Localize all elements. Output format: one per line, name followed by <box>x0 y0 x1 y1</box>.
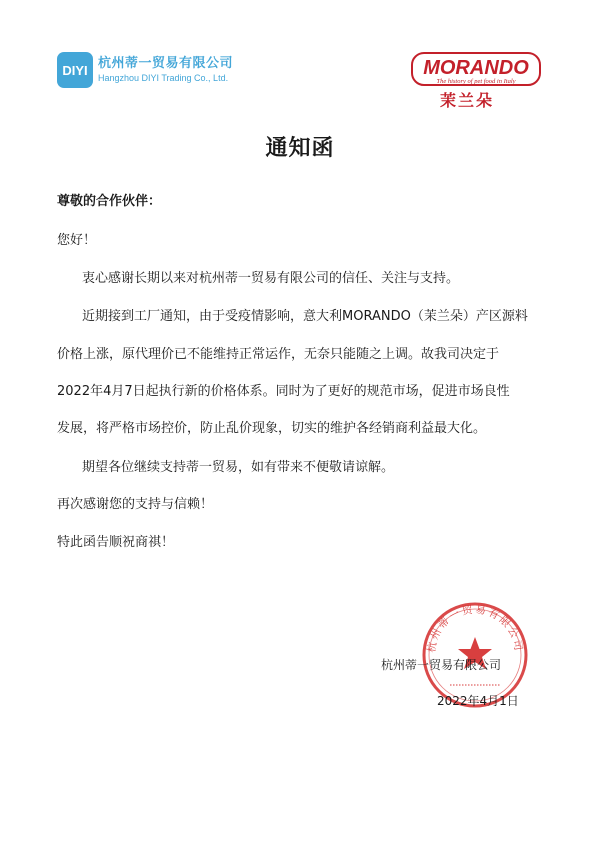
svg-text:The history of pet food in Ita: The history of pet food in Italy <box>436 78 516 85</box>
paragraph-3: 期望各位继续支持蒂一贸易，如有带来不便敬请谅解。 <box>82 460 395 475</box>
greeting: 您好！ <box>57 233 97 248</box>
letterhead <box>0 0 600 110</box>
paragraph-1: 衷心感谢长期以来对杭州蒂一贸易有限公司的信任、关注与支持。 <box>82 271 460 286</box>
paragraph-2-line-3: 2022年4月7日起执行新的价格体系。同时为了更好的规范市场，促进市场良性 <box>57 384 510 399</box>
salutation: 尊敬的合作伙伴： <box>57 194 162 209</box>
diyi-logo-icon <box>57 52 93 88</box>
thanks-line: 再次感谢您的支持与信赖！ <box>57 497 214 512</box>
company-name-cn: 杭州蒂一贸易有限公司 <box>98 56 234 71</box>
signature-company: 杭州蒂一贸易有限公司 <box>381 658 502 672</box>
signature-date: 2022年4月1日 <box>437 694 519 708</box>
svg-text:杭州蒂一贸易有限公司: 杭州蒂一贸易有限公司 <box>425 603 525 654</box>
company-name-block <box>98 56 233 84</box>
brand-name-cn: 茉兰朵 <box>440 91 495 110</box>
paragraph-2-line-1: 近期接到工厂通知，由于受疫情影响，意大利MORANDO（茉兰朵）产区源料 <box>82 309 528 324</box>
company-name-en: Hangzhou DIYI Trading Co., Ltd. <box>98 73 229 83</box>
svg-text:DIYI: DIYI <box>62 63 88 78</box>
paragraph-2-line-4: 发展，将严格市场控价，防止乱价现象，切实的维护各经销商利益最大化。 <box>57 421 487 436</box>
svg-text:MORANDO: MORANDO <box>423 57 529 79</box>
closing-line: 特此函告顺祝商祺！ <box>57 535 175 550</box>
page-title: 通知函 <box>265 136 335 161</box>
paragraph-2-line-2: 价格上涨，原代理价已不能维持正常运作，无奈只能随之上调。故我司决定于 <box>57 347 500 362</box>
